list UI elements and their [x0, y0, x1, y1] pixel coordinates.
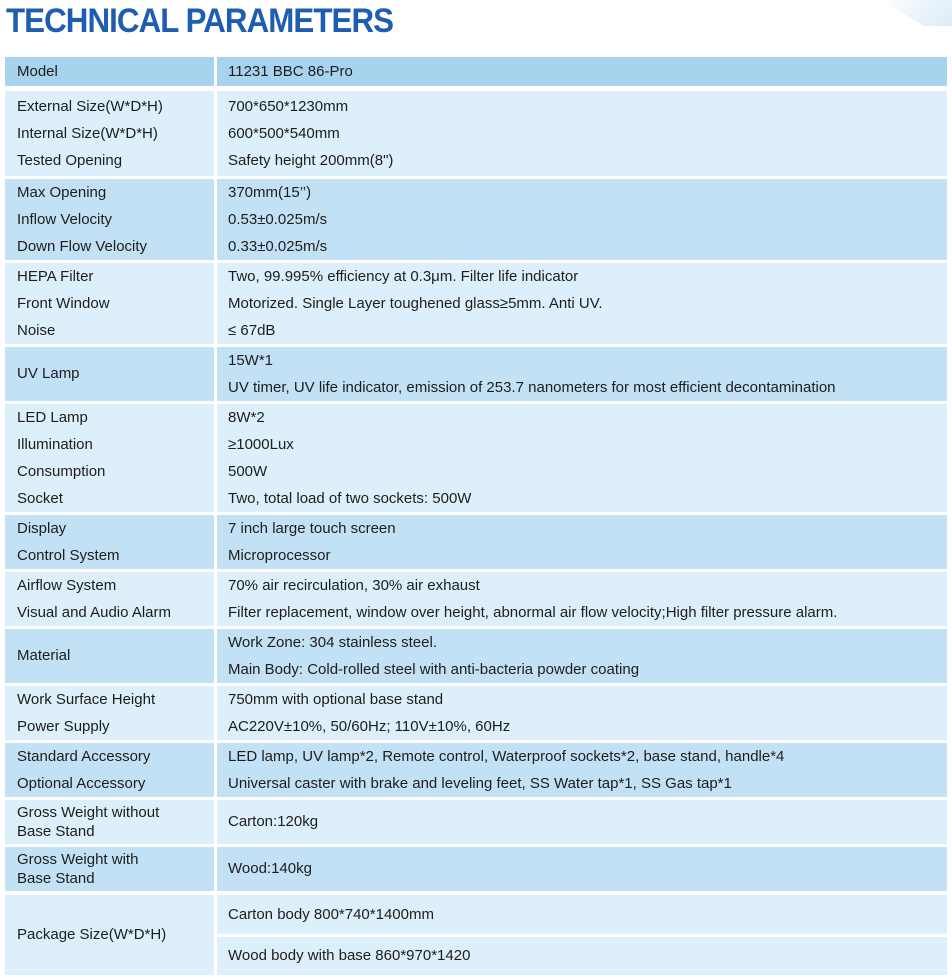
param-group	[5, 515, 947, 569]
param-label: Standard Accessory	[17, 747, 151, 765]
param-value: Safety height 200mm(8")	[228, 152, 394, 170]
param-value: Work Zone: 304 stainless steel.	[228, 633, 437, 651]
param-label: LED Lamp	[17, 408, 88, 426]
groups-container	[5, 91, 947, 891]
header-row	[5, 57, 947, 86]
param-group	[5, 91, 947, 176]
param-label: Internal Size(W*D*H)	[17, 124, 158, 142]
param-label: Noise	[17, 322, 56, 340]
corner-decoration	[882, 0, 952, 26]
param-value: 500W	[228, 463, 268, 480]
param-value: 600*500*540mm	[228, 124, 340, 142]
package-row	[5, 895, 947, 975]
param-value: UV timer, UV life indicator, emission of 253.7 nanometers for most efficient decontamination	[228, 379, 836, 396]
param-value: 700*650*1230mm	[228, 97, 349, 115]
param-label: Display	[17, 519, 67, 537]
param-group	[5, 686, 947, 740]
param-value: Main Body: Cold-rolled steel with anti-bacteria powder coating	[228, 661, 640, 678]
param-label: Max Opening	[17, 183, 107, 201]
param-group	[5, 629, 947, 683]
param-value: 0.53±0.025m/s	[228, 210, 328, 228]
param-label: Inflow Velocity	[17, 210, 113, 228]
header-value: 11231 BBC 86-Pro	[228, 62, 353, 80]
param-group	[5, 404, 947, 512]
param-label: Airflow System	[17, 576, 117, 594]
param-label: Material	[17, 647, 71, 665]
param-group	[5, 347, 947, 401]
param-group	[5, 572, 947, 626]
param-value: Wood:140kg	[228, 860, 312, 878]
param-label: Gross Weight without Base Stand	[17, 804, 160, 840]
param-value: Carton:120kg	[228, 813, 319, 831]
param-value: 750mm with optional base stand	[228, 690, 444, 708]
param-group	[5, 179, 947, 260]
param-group	[5, 743, 947, 797]
parameters-table	[5, 57, 947, 978]
param-label: Power Supply	[17, 718, 110, 735]
param-label: Work Surface Height	[17, 690, 156, 708]
param-group	[5, 847, 947, 891]
param-value: Filter replacement, window over height, abnormal air flow velocity;High filter pressure alarm.	[228, 604, 838, 621]
package-label: Package Size(W*D*H)	[17, 926, 167, 944]
param-group	[5, 263, 947, 344]
param-value: ≥1000Lux	[228, 435, 294, 453]
param-label: UV Lamp	[17, 365, 80, 383]
param-value: LED lamp, UV lamp*2, Remote control, Waterproof sockets*2, base stand, handle*4	[228, 747, 785, 765]
page-title: TECHNICAL PARAMETERS	[6, 2, 394, 40]
param-label: Front Window	[17, 294, 110, 312]
package-value: Carton body 800*740*1400mm	[217, 895, 947, 934]
param-value: Universal caster with brake and leveling feet, SS Water tap*1, SS Gas tap*1	[228, 775, 732, 792]
header-label: Model	[17, 62, 58, 80]
param-label: External Size(W*D*H)	[17, 97, 163, 115]
param-value: Motorized. Single Layer toughened glass≥5mm. Anti UV.	[228, 294, 603, 312]
param-label: Down Flow Velocity	[17, 238, 148, 256]
package-value: Wood body with base 860*970*1420	[217, 937, 947, 976]
param-value: AC220V±10%, 50/60Hz; 110V±10%, 60Hz	[228, 718, 511, 735]
param-value: 7 inch large touch screen	[228, 519, 396, 537]
param-value: 370mm(15’’)	[228, 183, 312, 201]
param-group	[5, 800, 947, 844]
param-label: Socket	[17, 490, 63, 508]
param-label: Visual and Audio Alarm	[17, 604, 171, 621]
param-label: Tested Opening	[17, 152, 123, 170]
param-value: 70% air recirculation, 30% air exhaust	[228, 576, 480, 594]
param-label: Consumption	[17, 463, 106, 480]
param-value: ≤ 67dB	[228, 322, 276, 340]
param-label: Illumination	[17, 435, 93, 453]
param-value: 0.33±0.025m/s	[228, 238, 328, 256]
param-value: 8W*2	[228, 408, 265, 426]
param-label: Optional Accessory	[17, 775, 146, 792]
param-value: Microprocessor	[228, 547, 331, 564]
param-value: Two, 99.995% efficiency at 0.3μm. Filter life indicator	[228, 267, 579, 285]
param-value: 15W*1	[228, 351, 274, 369]
param-value: Two, total load of two sockets: 500W	[228, 490, 472, 508]
param-label: HEPA Filter	[17, 267, 94, 285]
param-label: Control System	[17, 547, 120, 564]
param-label: Gross Weight with Base Stand	[17, 851, 139, 887]
